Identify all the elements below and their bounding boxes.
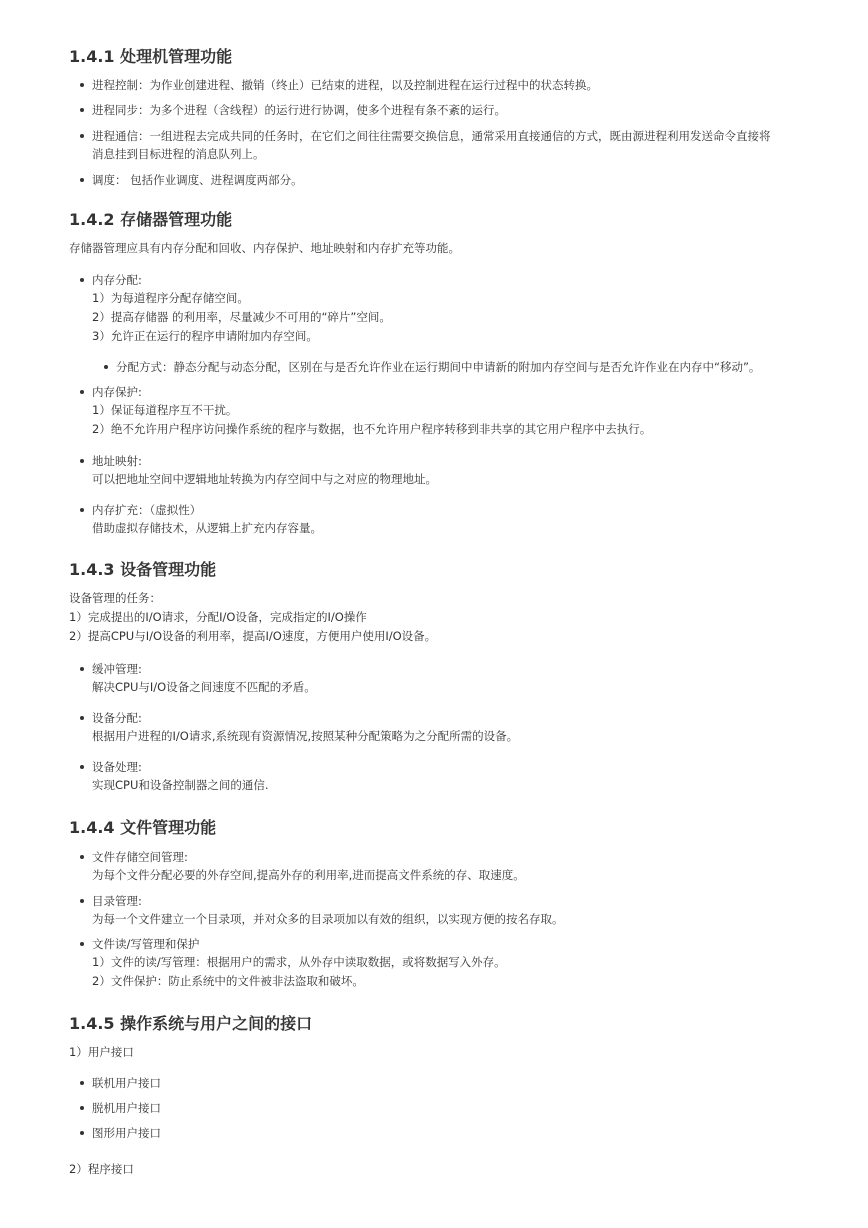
bullet-icon [80, 716, 84, 720]
bullet-icon [80, 83, 84, 87]
list-item: 进程控制：为作业创建进程、撤销（终止）已结束的进程，以及控制进程在运行过程中的状态转换。 [92, 78, 598, 92]
section-heading: 1.4.5 操作系统与用户之间的接口 [69, 1014, 313, 1033]
list-item-line: 解决CPU与I/O设备之间速度不匹配的矛盾。 [92, 680, 316, 694]
list-item-line: 1）文件的读/写管理：根据用户的需求，从外存中读取数据，或将数据写入外存。 [92, 955, 506, 969]
bullet-icon [80, 942, 84, 946]
list-item-title: 设备分配: [92, 711, 142, 725]
section-heading: 1.4.4 文件管理功能 [69, 818, 217, 837]
list-item-line: 2）绝不允许用户程序访问操作系统的程序与数据，也不允许用户程序转移到非共享的其它用户程序中去执行。 [92, 422, 652, 436]
bullet-icon [80, 855, 84, 859]
list-item: 进程同步：为多个进程（含线程）的运行进行协调，使多个进程有条不紊的运行。 [92, 103, 506, 117]
bullet-icon [80, 178, 84, 182]
section-heading: 1.4.2 存储器管理功能 [69, 210, 233, 229]
list-item-title: 内存保护: [92, 385, 142, 399]
sub-list-item: 分配方式：静态分配与动态分配，区别在与是否允许作业在运行期间中申请新的附加内存空间与是否允许作业在内存中“移动”。 [116, 360, 761, 374]
section-intro: 2）提高CPU与I/O设备的利用率，提高I/O速度，方便用户使用I/O设备。 [69, 629, 437, 643]
list-item-title: 缓冲管理: [92, 662, 142, 676]
bullet-icon [80, 108, 84, 112]
bullet-icon [80, 667, 84, 671]
bullet-icon [80, 1081, 84, 1085]
bullet-icon [80, 1131, 84, 1135]
bullet-icon [80, 278, 84, 282]
sub-heading: 2）程序接口 [69, 1162, 134, 1176]
section-heading: 1.4.3 设备管理功能 [69, 560, 217, 579]
list-item-line: 可以把地址空间中逻辑地址转换为内存空间中与之对应的物理地址。 [92, 472, 437, 486]
list-item-title: 目录管理: [92, 894, 142, 908]
section-intro: 设备管理的任务： [69, 591, 161, 605]
list-item-line: 借助虚拟存储技术，从逻辑上扩充内存容量。 [92, 521, 322, 535]
list-item: 进程通信：一组进程去完成共同的任务时，在它们之间往往需要交换信息，通常采用直接通信的方式，既由源进程利用发送命令直接将 [92, 129, 771, 143]
list-item-title: 文件存储空间管理: [92, 850, 188, 864]
list-item-line: 2）文件保护：防止系统中的文件被非法盗取和破坏。 [92, 974, 364, 988]
bullet-icon [80, 899, 84, 903]
list-item-line: 为每个文件分配必要的外存空间,提高外存的利用率,进而提高文件系统的存、取速度。 [92, 868, 525, 882]
list-item-line: 实现CPU和设备控制器之间的通信. [92, 778, 269, 792]
list-item: 调度： 包括作业调度、进程调度两部分。 [92, 173, 303, 187]
list-item-line: 1）为每道程序分配存储空间。 [92, 291, 249, 305]
list-item-title: 地址映射: [92, 454, 142, 468]
list-item-title: 文件读/写管理和保护 [92, 937, 200, 951]
list-item-line: 1）保证每道程序互不干扰。 [92, 403, 238, 417]
list-item-title: 设备处理: [92, 760, 142, 774]
bullet-icon [80, 1106, 84, 1110]
bullet-icon [80, 765, 84, 769]
bullet-icon [80, 134, 84, 138]
section-intro: 1）完成提出的I/O请求，分配I/O设备，完成指定的I/O操作 [69, 610, 367, 624]
bullet-icon [80, 459, 84, 463]
sub-heading: 1）用户接口 [69, 1045, 134, 1059]
section-intro: 存储器管理应具有内存分配和回收、内存保护、地址映射和内存扩充等功能。 [69, 241, 460, 255]
list-item-line: 根据用户进程的I/O请求,系统现有资源情况,按照某种分配策略为之分配所需的设备。 [92, 729, 519, 743]
list-item-line: 2）提高存储器 的利用率，尽量减少不可用的“碎片”空间。 [92, 310, 391, 324]
list-item: 脱机用户接口 [92, 1101, 161, 1115]
list-item-continuation: 消息挂到目标进程的消息队列上。 [92, 147, 265, 161]
list-item-line: 3）允许正在运行的程序申请附加内存空间。 [92, 329, 318, 343]
list-item-line: 为每一个文件建立一个目录项，并对众多的目录项加以有效的组织，以实现方便的按名存取。 [92, 912, 564, 926]
list-item-title: 内存分配: [92, 273, 142, 287]
bullet-icon [80, 508, 84, 512]
sub-bullet-icon [104, 365, 108, 369]
list-item: 图形用户接口 [92, 1126, 161, 1140]
bullet-icon [80, 390, 84, 394]
list-item: 联机用户接口 [92, 1076, 161, 1090]
section-heading: 1.4.1 处理机管理功能 [69, 47, 233, 66]
list-item-title: 内存扩充：（虚拟性） [92, 503, 202, 517]
